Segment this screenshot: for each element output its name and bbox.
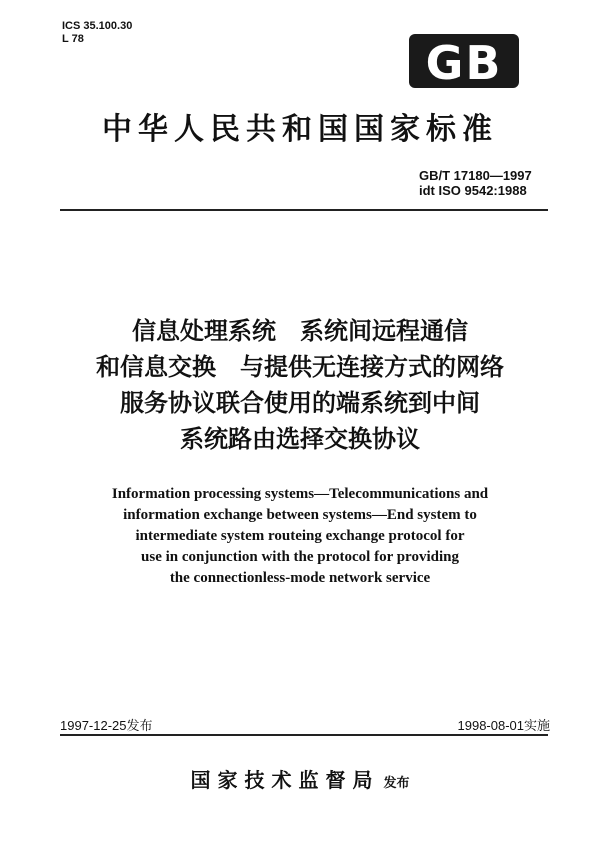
english-title-line: Information processing systems—Telecommunications and	[111, 486, 489, 502]
chinese-title-line: 服务协议联合使用的端系统到中间	[120, 389, 480, 417]
chinese-title-line: 和信息交换 与提供无连接方式的网络	[96, 353, 504, 381]
bottom-divider	[60, 734, 548, 736]
identical-standard: idt ISO 9542:1988	[419, 183, 527, 198]
standard-number-block	[419, 168, 532, 198]
classification-codes	[62, 20, 132, 46]
publisher-org: 国家技术监督局	[190, 768, 380, 792]
english-title-line: information exchange between systems—End system to	[123, 507, 477, 523]
chinese-title-line: 系统路由选择交换协议	[180, 425, 420, 453]
chinese-title	[0, 313, 600, 457]
effective-date: 1998-08-01实施	[457, 718, 550, 733]
issue-date: 1997-12-25发布	[60, 718, 153, 733]
chinese-title-line: 信息处理系统 系统间远程通信	[132, 317, 468, 345]
top-divider	[60, 209, 548, 211]
english-title-line: intermediate system routeing exchange protocol for	[135, 528, 465, 544]
english-title-line: use in conjunction with the protocol for providing	[141, 549, 459, 565]
gb-logo	[408, 33, 520, 89]
publisher-action: 发布	[383, 776, 410, 791]
publisher-line	[0, 764, 600, 793]
english-title-line: the connectionless-mode network service	[169, 570, 431, 586]
standard-number: GB/T 17180—1997	[419, 168, 532, 183]
gb-logo-text: GB	[425, 36, 503, 89]
english-title	[0, 484, 600, 589]
national-standard-title: 中华人民共和国国家标准	[102, 112, 498, 147]
ics-code: ICS 35.100.30	[62, 20, 133, 32]
ccs-code: L 78	[62, 33, 84, 45]
